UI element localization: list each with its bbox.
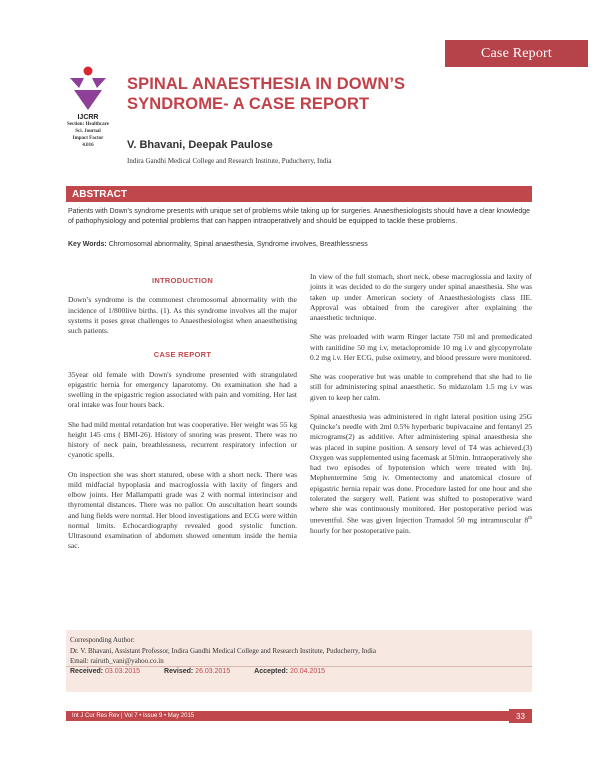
left-column xyxy=(68,276,297,561)
abstract-heading: ABSTRACT xyxy=(66,186,532,202)
logo-section: Section: Healthcare xyxy=(67,122,109,127)
keywords-line xyxy=(68,241,531,248)
revised-date: 26.03.2015 xyxy=(195,668,231,675)
logo-impact-label: Impact Factor xyxy=(72,136,104,141)
right-paragraph-4-end: hourly for her postoperative pain. xyxy=(310,526,411,535)
correspondence-title: Corresponding Author: xyxy=(70,636,135,644)
page-number: 33 xyxy=(509,709,532,723)
received-date: 03.03.2015 xyxy=(105,668,141,675)
abstract-text: Patients with Down's syndrome presents with unique set of problems while taking up for surgeries. Anaesthesiologists should have a clear knowledge of pathophysiology and potential problems that can happen intraoperatively and should be equipped to tackle these problems. xyxy=(68,208,531,225)
right-paragraph-1: In view of the full stomach, short neck, obese macroglossia and laxity of joints it was decided to do the surgery under spinal anaesthesia. She was taken up under American society of Anaesthesiologists class IIE. Approval was obtained from the caregiver after explaining the anaesthetic technique. xyxy=(310,272,532,322)
case-report-tab: Case Report xyxy=(445,40,588,67)
correspondence-box xyxy=(66,630,532,692)
article-authors: V. Bhavani, Deepak Paulose xyxy=(127,139,273,151)
correspondence-divider xyxy=(66,666,532,667)
logo-journal: Sci. Journal xyxy=(75,129,101,134)
accepted-label: Accepted: xyxy=(254,668,289,675)
right-column xyxy=(310,272,532,545)
ijcrr-logo-icon xyxy=(66,66,110,112)
right-paragraph-4 xyxy=(310,412,532,537)
logo-impact-value: 4.016 xyxy=(82,143,94,148)
article-title: SPINAL ANAESTHESIA IN DOWN’S SYNDROME- A CASE REPORT xyxy=(127,75,406,113)
accepted-date: 20.04.2015 xyxy=(289,668,326,675)
keywords-list: Chromosomal abnormality, Spinal anaesthesia, Syndrome involves, Breathlessness xyxy=(108,241,368,248)
footer-journal-bar: Int J Cur Res Rev | Vol 7 • Issue 9 • May 2015 xyxy=(66,711,532,721)
journal-logo xyxy=(66,66,110,149)
correspondence-email: Email: rairuth_vani@yahoo.co.in xyxy=(70,657,164,665)
case-report-heading: CASE REPORT xyxy=(153,350,212,360)
correspondence-address: Dr. V. Bhavani, Assistant Professor, Indira Gandhi Medical College and Research Institute, Puducherry, India xyxy=(70,647,376,655)
right-paragraph-4-text: Spinal anaesthesia was administered in right lateral position using 25G Quincke’s needle with 2ml 0.5% hyperbaric bupivacaine and fentanyl 25 micrograms(2) as additive. After administering spinal anaesthesia she was placed in supine position. A sensory level of T4 was achieved.(3) Oxygen was supplemented using facemask at 5l/min. Intraoperatively she had two episodes of hypotension which were treated with Inj. Mephentermine 5mg iv. Omentectomy and anatomical closure of epigastric hernia repair was done. Procedure lasted for one hour and she tolerated the surgery well. Patient was shifted to postoperative ward where she was continuously monitored. Her postoperative period was uneventful. She was given Injection Tramadol 50 mg intramuscular 8 xyxy=(310,411,532,525)
article-affiliation: Indira Gandhi Medical College and Research Institute, Puducherry, India xyxy=(127,157,332,165)
right-paragraph-2: She was preloaded with warm Ringer lactate 750 ml and premedicated with ranitidine 50 mg i.v, metaclopromide 10 mg i.v and glycopyrrolate 0.2 mg i.v. Her ECG, pulse oximetry, and blood pressure were monitored. xyxy=(310,332,532,362)
superscript-th: th xyxy=(528,516,532,522)
case-paragraph-1: 35year old female with Down's syndrome presented with strangulated epigastric hernia for emergency laparotomy. On examination she had a swelling in the epigastric region associated with pain and vomiting. Her last oral intake was four hours back. xyxy=(68,369,297,410)
keywords-label: Key Words: xyxy=(68,241,107,248)
received-label: Received: xyxy=(70,668,104,675)
right-paragraph-3: She was cooperative but was unable to comprehend that she had to lie still for administering spinal anaesthetic. So midazolam 1.5 mg i.v was given to keep her calm. xyxy=(310,372,532,402)
article-dates xyxy=(70,668,530,675)
introduction-heading: INTRODUCTION xyxy=(151,276,214,285)
logo-name: IJCRR xyxy=(77,114,99,121)
case-paragraph-3: On inspection she was short statured, obese with a short neck. There was mild midfacial hypoplasia and macroglossia with laxity of fingers and elbow joints. Her Mallampatti grade was 2 with normal interincisor and thyromental distances. There was no pallor. On auscultation heart sounds and lung fields were normal. Her blood investigations and ECG were within normal limits. Echocardiography revealed good systolic function. Ultrasound examination of abdomen showed omentum inside the hernia sac. xyxy=(68,469,297,551)
introduction-paragraph: Down’s syndrome is the commonest chromosomal abnormality with the incidence of 1/800live births. (1). As this syndrome involves all the major systems it poses great challenges to Anaesthesiologist when anaesthetising such patients. xyxy=(68,295,297,335)
revised-label: Revised: xyxy=(164,668,194,675)
case-paragraph-2: She had mild mental retardation but was cooperative. Her weight was 55 kg height 145 cms ( BMI-26). History of snoring was present. There was no history of neck pain, breathlessness, recurrent respiratory infection or cyanotic spells. xyxy=(68,419,297,460)
